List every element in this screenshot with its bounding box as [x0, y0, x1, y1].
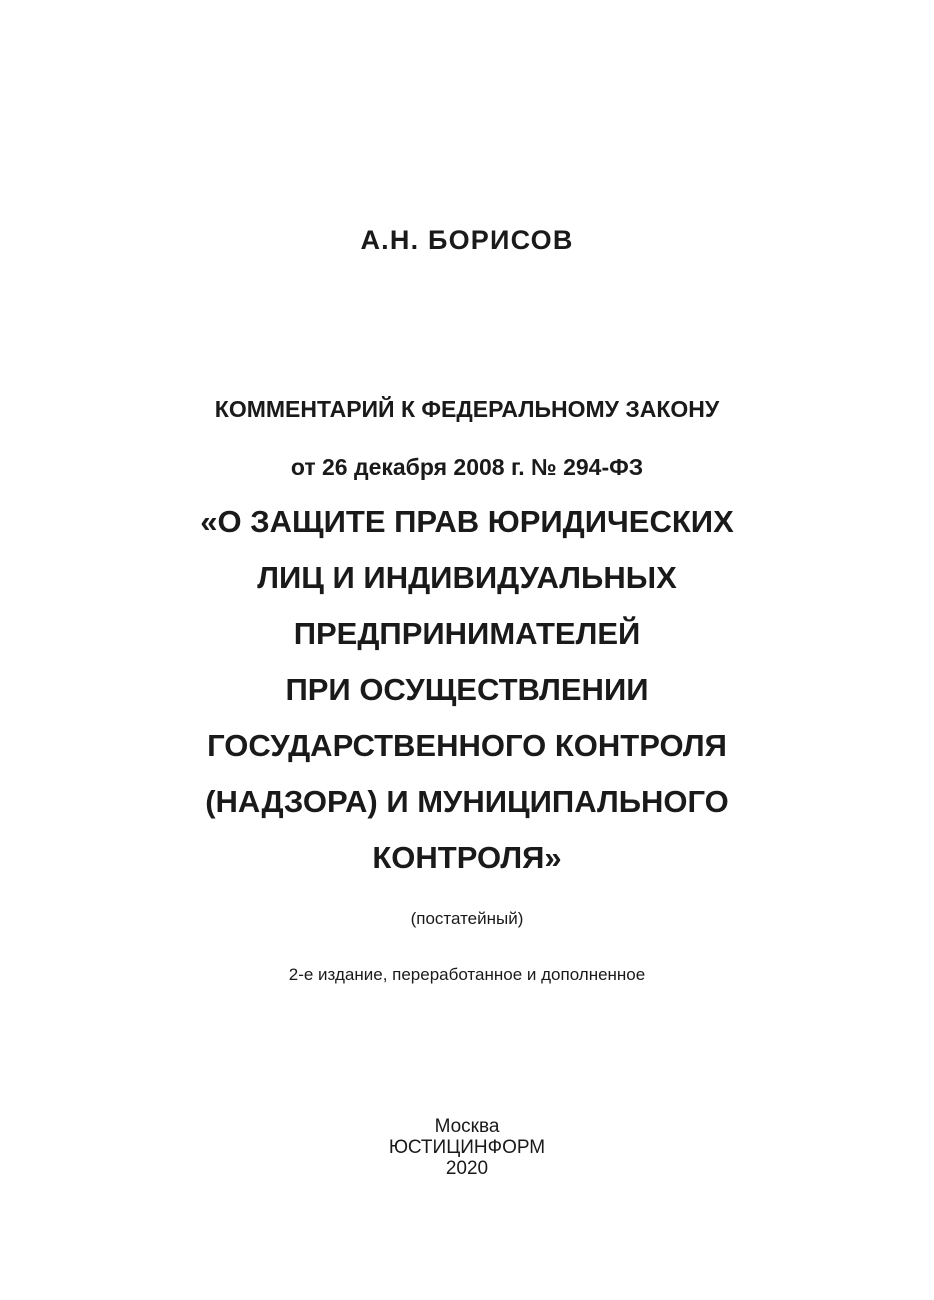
law-title-line: ПРЕДПРИНИМАТЕЛЕЙ	[293, 616, 641, 651]
law-title-line: «О ЗАЩИТЕ ПРАВ ЮРИДИЧЕСКИХ	[200, 504, 734, 539]
law-title-line: (НАДЗОРА) И МУНИЦИПАЛЬНОГО	[205, 784, 729, 819]
subtitle: (постатейный)	[410, 909, 524, 928]
law-title-line: ГОСУДАРСТВЕННОГО КОНТРОЛЯ	[207, 728, 727, 763]
imprint-city: Москва	[434, 1116, 500, 1137]
law-title-line: ПРИ ОСУЩЕСТВЛЕНИИ	[285, 672, 649, 707]
law-title-line: ЛИЦ И ИНДИВИДУАЛЬНЫХ	[257, 560, 677, 595]
edition-note: 2-е издание, переработанное и дополненное	[288, 965, 646, 984]
imprint-publisher: ЮСТИЦИНФОРМ	[388, 1137, 546, 1158]
law-title-line: КОНТРОЛЯ»	[372, 840, 562, 875]
author-name: А.Н. БОРИСОВ	[360, 225, 574, 255]
imprint-year: 2020	[445, 1158, 489, 1179]
commentary-heading: КОММЕНТАРИЙ К ФЕДЕРАЛЬНОМУ ЗАКОНУ	[214, 396, 720, 422]
imprint	[0, 1116, 934, 1179]
law-date-number: от 26 декабря 2008 г. № 294-ФЗ	[290, 454, 644, 480]
